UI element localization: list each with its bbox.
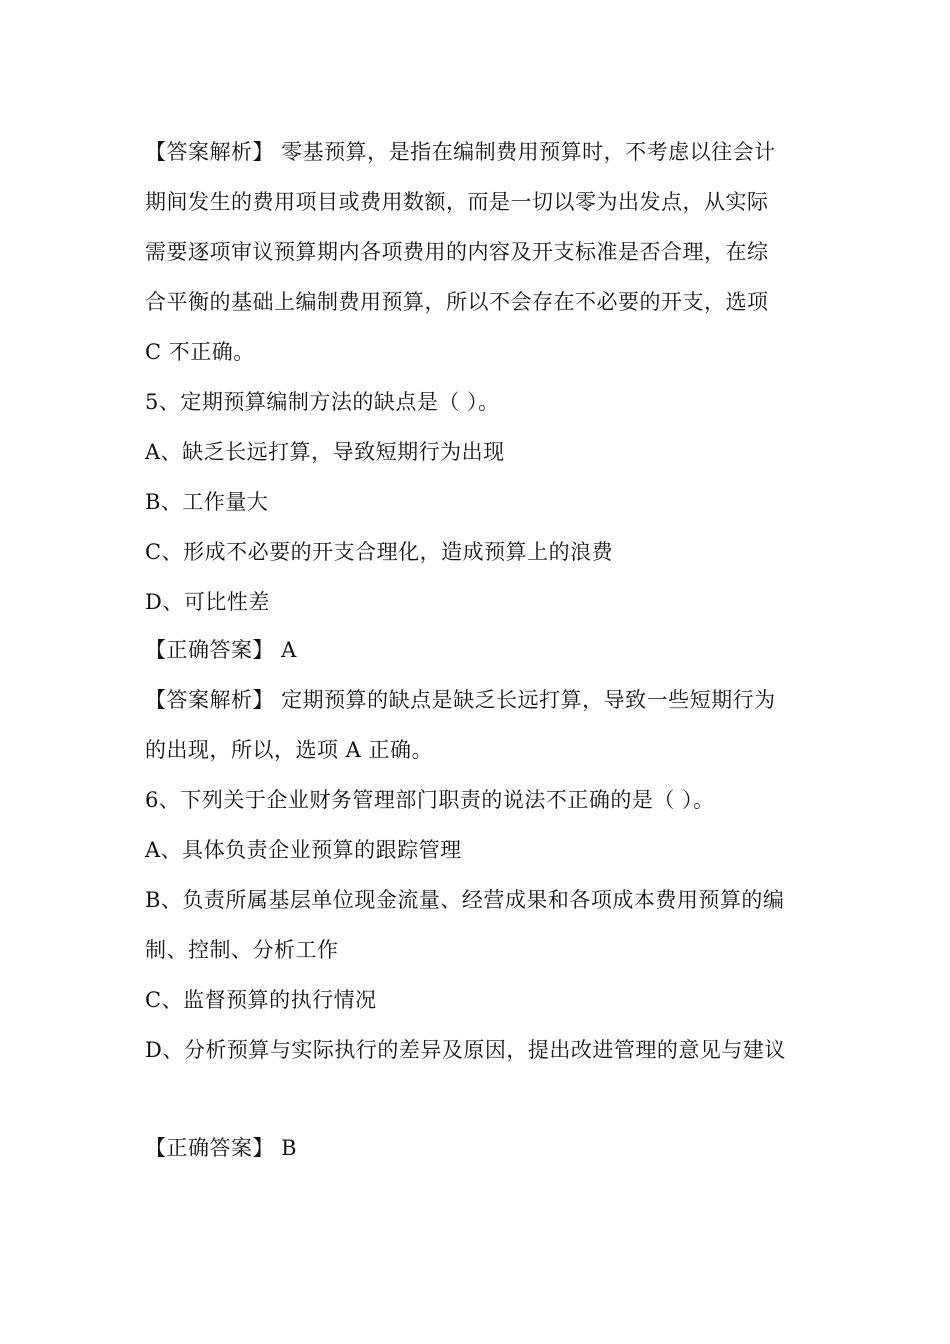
correct-answer: 【正确答案】 B — [145, 1136, 298, 1160]
option-d: D、分析预算与实际执行的差异及原因，提出改进管理的意见与建议 — [145, 1038, 786, 1062]
text-line: 的出现，所以，选项 A 正确。 — [145, 738, 434, 762]
option-c: C、监督预算的执行情况 — [145, 988, 377, 1012]
text-line: 制、控制、分析工作 — [145, 938, 339, 962]
answer-analysis: 【答案解析】 定期预算的缺点是缺乏长远打算，导致一些短期行为 — [145, 688, 776, 712]
option-a: A、缺乏长远打算，导致短期行为出现 — [145, 440, 505, 464]
option-d: D、可比性差 — [145, 590, 270, 614]
option-c: C、形成不必要的开支合理化，造成预算上的浪费 — [145, 540, 614, 564]
text-line: C 不正确。 — [145, 340, 255, 364]
option-b: B、工作量大 — [145, 490, 269, 514]
question-6-stem: 6、下列关于企业财务管理部门职责的说法不正确的是（ ）。 — [145, 788, 715, 812]
correct-answer: 【正确答案】 A — [145, 638, 297, 662]
question-5-stem: 5、定期预算编制方法的缺点是（ ）。 — [145, 390, 500, 414]
option-b: B、负责所属基层单位现金流量、经营成果和各项成本费用预算的编 — [145, 888, 785, 912]
option-a: A、具体负责企业预算的跟踪管理 — [145, 838, 462, 862]
text-line: 期间发生的费用项目或费用数额，而是一切以零为出发点，从实际 — [145, 190, 769, 214]
text-line: 合平衡的基础上编制费用预算，所以不会存在不必要的开支，选项 — [145, 290, 769, 314]
text-line: 【答案解析】 零基预算，是指在编制费用预算时，不考虑以往会计 — [145, 140, 776, 164]
text-line: 需要逐项审议预算期内各项费用的内容及开支标准是否合理，在综 — [145, 240, 769, 264]
